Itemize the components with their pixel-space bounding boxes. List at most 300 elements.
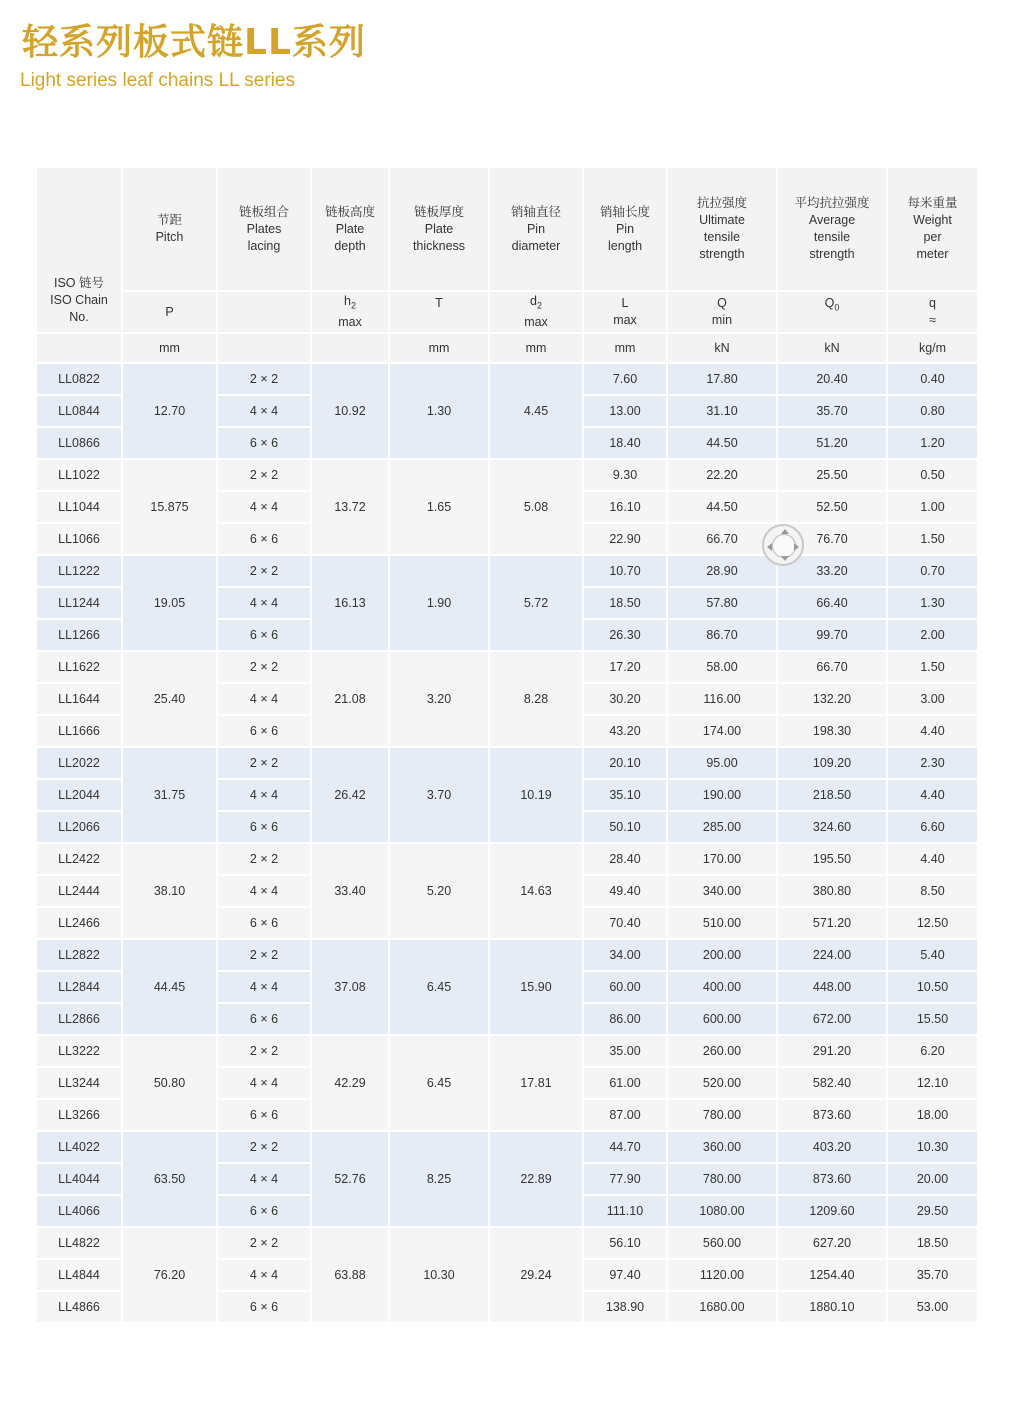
cell-lacing: 4 × 4 — [217, 491, 311, 523]
cell-average-strength: 35.70 — [777, 395, 887, 427]
cell-lacing: 2 × 2 — [217, 939, 311, 971]
cell-lacing: 2 × 2 — [217, 555, 311, 587]
cell-pin-diameter: 14.63 — [489, 843, 583, 939]
chain-group — [36, 1131, 978, 1227]
header-lacing-en: Plates — [246, 221, 282, 236]
cell-chain-no: LL1222 — [36, 555, 122, 587]
cell-ultimate-strength: 1080.00 — [667, 1195, 777, 1227]
cell-pin-diameter: 22.89 — [489, 1131, 583, 1227]
header-weight-cn: 每米重量 — [907, 196, 958, 210]
cell-average-strength: 873.60 — [777, 1163, 887, 1195]
cell-lacing: 4 × 4 — [217, 1163, 311, 1195]
cell-pin-length: 97.40 — [583, 1259, 667, 1291]
cell-weight: 3.00 — [887, 683, 978, 715]
cell-weight: 5.40 — [887, 939, 978, 971]
chain-group — [36, 555, 978, 651]
cell-average-strength: 218.50 — [777, 779, 887, 811]
chain-group — [36, 843, 978, 939]
header-chain-no-cn: ISO 链号 — [53, 276, 104, 290]
cell-plate-depth: 33.40 — [311, 843, 389, 939]
cell-average-strength: 672.00 — [777, 1003, 887, 1035]
table-row — [36, 747, 978, 779]
cell-lacing: 4 × 4 — [217, 875, 311, 907]
cell-weight: 15.50 — [887, 1003, 978, 1035]
cell-average-strength: 448.00 — [777, 971, 887, 1003]
arrow-up-icon — [781, 529, 789, 534]
cell-pin-diameter: 10.19 — [489, 747, 583, 843]
cell-weight: 10.30 — [887, 1131, 978, 1163]
cell-pin-diameter: 29.24 — [489, 1227, 583, 1323]
table-row — [36, 1227, 978, 1259]
symbol-average-letter: Q — [824, 296, 835, 310]
unit-ultimate: kN — [667, 333, 777, 363]
cell-lacing: 6 × 6 — [217, 1195, 311, 1227]
cell-lacing: 4 × 4 — [217, 1259, 311, 1291]
cell-lacing: 4 × 4 — [217, 1067, 311, 1099]
cell-weight: 10.50 — [887, 971, 978, 1003]
symbol-plate-depth — [311, 291, 389, 333]
cell-pitch: 50.80 — [122, 1035, 217, 1131]
cell-ultimate-strength: 95.00 — [667, 747, 777, 779]
cell-pin-length: 43.20 — [583, 715, 667, 747]
cell-average-strength: 582.40 — [777, 1067, 887, 1099]
cell-lacing: 2 × 2 — [217, 459, 311, 491]
cell-chain-no: LL1644 — [36, 683, 122, 715]
chain-spec-table — [35, 166, 979, 1324]
cell-pin-length: 22.90 — [583, 523, 667, 555]
cell-chain-no: LL2844 — [36, 971, 122, 1003]
header-weight-en: Weight — [913, 213, 952, 227]
header-plate-thickness-en2: thickness — [412, 238, 466, 253]
cell-plate-thickness: 6.45 — [389, 939, 489, 1035]
cell-pin-length: 34.00 — [583, 939, 667, 971]
header-weight-en2: per — [923, 230, 942, 244]
cell-weight: 1.20 — [887, 427, 978, 459]
cell-chain-no: LL2444 — [36, 875, 122, 907]
header-pitch — [122, 167, 217, 291]
arrow-left-icon — [767, 543, 772, 551]
cell-chain-no: LL1666 — [36, 715, 122, 747]
cell-chain-no: LL0844 — [36, 395, 122, 427]
cell-pin-length: 61.00 — [583, 1067, 667, 1099]
symbol-pin-diameter-sub: 2 — [536, 300, 542, 311]
unit-pin-diameter: mm — [489, 333, 583, 363]
cell-chain-no: LL2422 — [36, 843, 122, 875]
header-pitch-en: Pitch — [155, 230, 184, 244]
page-subtitle: Light series leaf chains LL series — [20, 70, 295, 91]
header-plate-depth — [311, 167, 389, 291]
cell-lacing: 2 × 2 — [217, 1035, 311, 1067]
cell-pitch: 76.20 — [122, 1227, 217, 1323]
cell-chain-no: LL2044 — [36, 779, 122, 811]
cell-plate-thickness: 6.45 — [389, 1035, 489, 1131]
cell-lacing: 2 × 2 — [217, 1227, 311, 1259]
cell-weight: 1.00 — [887, 491, 978, 523]
cell-weight: 0.70 — [887, 555, 978, 587]
cell-average-strength: 1880.10 — [777, 1291, 887, 1323]
chain-group — [36, 1227, 978, 1323]
header-lacing-cn: 链板组合 — [238, 204, 289, 219]
cell-ultimate-strength: 200.00 — [667, 939, 777, 971]
cell-ultimate-strength: 560.00 — [667, 1227, 777, 1259]
table-row — [36, 459, 978, 491]
cell-ultimate-strength: 340.00 — [667, 875, 777, 907]
table-row — [36, 1035, 978, 1067]
cell-lacing: 2 × 2 — [217, 843, 311, 875]
cell-average-strength: 109.20 — [777, 747, 887, 779]
header-plate-thickness-cn: 链板厚度 — [413, 204, 464, 219]
cell-pin-length: 30.20 — [583, 683, 667, 715]
cell-ultimate-strength: 170.00 — [667, 843, 777, 875]
cell-ultimate-strength: 260.00 — [667, 1035, 777, 1067]
cell-lacing: 2 × 2 — [217, 363, 311, 395]
cell-weight: 1.30 — [887, 587, 978, 619]
unit-weight: kg/m — [887, 333, 978, 363]
header-pin-length-cn: 销轴长度 — [599, 204, 650, 219]
cell-weight: 20.00 — [887, 1163, 978, 1195]
cell-pin-diameter: 5.08 — [489, 459, 583, 555]
cell-ultimate-strength: 44.50 — [667, 427, 777, 459]
pan-control-icon[interactable] — [762, 524, 804, 566]
cell-ultimate-strength: 520.00 — [667, 1067, 777, 1099]
cell-plate-thickness: 1.30 — [389, 363, 489, 459]
cell-pin-diameter: 5.72 — [489, 555, 583, 651]
cell-chain-no: LL0822 — [36, 363, 122, 395]
cell-chain-no: LL4022 — [36, 1131, 122, 1163]
cell-pitch: 63.50 — [122, 1131, 217, 1227]
cell-ultimate-strength: 58.00 — [667, 651, 777, 683]
cell-weight: 0.40 — [887, 363, 978, 395]
cell-lacing: 6 × 6 — [217, 1003, 311, 1035]
cell-average-strength: 25.50 — [777, 459, 887, 491]
symbol-plate-thickness-letter: T — [435, 296, 443, 310]
cell-average-strength: 52.50 — [777, 491, 887, 523]
cell-plate-depth: 37.08 — [311, 939, 389, 1035]
header-ultimate-en2: tensile — [703, 230, 741, 244]
cell-weight: 6.20 — [887, 1035, 978, 1067]
cell-average-strength: 403.20 — [777, 1131, 887, 1163]
cell-weight: 18.50 — [887, 1227, 978, 1259]
cell-ultimate-strength: 44.50 — [667, 491, 777, 523]
cell-average-strength: 224.00 — [777, 939, 887, 971]
cell-plate-thickness: 3.70 — [389, 747, 489, 843]
header-plate-thickness — [389, 167, 489, 291]
symbol-pitch: P — [122, 291, 217, 333]
cell-weight: 18.00 — [887, 1099, 978, 1131]
cell-average-strength: 99.70 — [777, 619, 887, 651]
symbol-lacing — [217, 291, 311, 333]
cell-ultimate-strength: 600.00 — [667, 1003, 777, 1035]
cell-chain-no: LL1266 — [36, 619, 122, 651]
cell-chain-no: LL0866 — [36, 427, 122, 459]
cell-ultimate-strength: 1680.00 — [667, 1291, 777, 1323]
cell-weight: 1.50 — [887, 651, 978, 683]
cell-pin-length: 35.00 — [583, 1035, 667, 1067]
unit-chain-no — [36, 333, 122, 363]
header-ultimate-en: Ultimate — [699, 213, 745, 227]
pan-control-center — [772, 534, 796, 558]
header-average-en3: strength — [809, 247, 855, 261]
header-pin-diameter-en: Pin — [526, 221, 546, 236]
table-row — [36, 1131, 978, 1163]
cell-ultimate-strength: 31.10 — [667, 395, 777, 427]
cell-lacing: 6 × 6 — [217, 1291, 311, 1323]
chain-group — [36, 1035, 978, 1131]
cell-lacing: 4 × 4 — [217, 779, 311, 811]
cell-ultimate-strength: 17.80 — [667, 363, 777, 395]
cell-chain-no: LL1244 — [36, 587, 122, 619]
cell-weight: 35.70 — [887, 1259, 978, 1291]
cell-pitch: 38.10 — [122, 843, 217, 939]
cell-pin-length: 28.40 — [583, 843, 667, 875]
header-pin-length-en: Pin — [615, 221, 635, 236]
cell-ultimate-strength: 190.00 — [667, 779, 777, 811]
chain-group — [36, 747, 978, 843]
cell-pin-length: 26.30 — [583, 619, 667, 651]
arrow-right-icon — [794, 543, 799, 551]
cell-ultimate-strength: 360.00 — [667, 1131, 777, 1163]
cell-weight: 53.00 — [887, 1291, 978, 1323]
cell-weight: 12.50 — [887, 907, 978, 939]
cell-ultimate-strength: 57.80 — [667, 587, 777, 619]
header-pin-diameter — [489, 167, 583, 291]
unit-plate-depth — [311, 333, 389, 363]
header-chain-no — [36, 167, 122, 333]
cell-pin-length: 17.20 — [583, 651, 667, 683]
cell-weight: 8.50 — [887, 875, 978, 907]
cell-plate-thickness: 10.30 — [389, 1227, 489, 1323]
header-ultimate-en3: strength — [699, 247, 745, 261]
cell-chain-no: LL4066 — [36, 1195, 122, 1227]
unit-lacing — [217, 333, 311, 363]
cell-lacing: 4 × 4 — [217, 587, 311, 619]
cell-pin-length: 20.10 — [583, 747, 667, 779]
cell-pin-length: 77.90 — [583, 1163, 667, 1195]
cell-ultimate-strength: 66.70 — [667, 523, 777, 555]
cell-pin-diameter: 15.90 — [489, 939, 583, 1035]
header-plate-depth-en: Plate — [335, 221, 365, 236]
cell-pin-diameter: 17.81 — [489, 1035, 583, 1131]
symbol-pin-length-letter: L — [621, 296, 629, 310]
cell-lacing: 2 × 2 — [217, 747, 311, 779]
header-average-cn: 平均抗拉强度 — [794, 196, 870, 210]
header-plate-depth-en2: depth — [334, 238, 366, 253]
header-pin-diameter-en2: diameter — [511, 238, 561, 253]
cell-chain-no: LL2822 — [36, 939, 122, 971]
cell-chain-no: LL2066 — [36, 811, 122, 843]
cell-plate-depth: 16.13 — [311, 555, 389, 651]
chain-group — [36, 363, 978, 459]
cell-chain-no: LL1066 — [36, 523, 122, 555]
symbol-ultimate-letter: Q — [717, 296, 727, 310]
chain-group — [36, 651, 978, 747]
header-plate-depth-cn: 链板高度 — [324, 204, 375, 219]
header-ultimate-cn: 抗拉强度 — [696, 196, 747, 210]
cell-plate-depth: 10.92 — [311, 363, 389, 459]
cell-chain-no: LL1022 — [36, 459, 122, 491]
cell-weight: 0.50 — [887, 459, 978, 491]
cell-weight: 4.40 — [887, 843, 978, 875]
symbol-pin-length — [583, 291, 667, 333]
cell-weight: 0.80 — [887, 395, 978, 427]
cell-average-strength: 571.20 — [777, 907, 887, 939]
cell-plate-thickness: 1.65 — [389, 459, 489, 555]
cell-pin-length: 35.10 — [583, 779, 667, 811]
cell-average-strength: 20.40 — [777, 363, 887, 395]
cell-lacing: 4 × 4 — [217, 971, 311, 1003]
symbol-pin-diameter-q: max — [524, 315, 548, 330]
symbol-weight-letter: q — [929, 296, 936, 310]
cell-pin-length: 111.10 — [583, 1195, 667, 1227]
unit-plate-thickness: mm — [389, 333, 489, 363]
symbol-average — [777, 291, 887, 333]
page-title: 轻系列板式链LL系列 — [22, 22, 366, 63]
cell-pin-length: 56.10 — [583, 1227, 667, 1259]
cell-lacing: 6 × 6 — [217, 907, 311, 939]
table-row — [36, 363, 978, 395]
header-pin-length-en2: length — [607, 238, 643, 253]
cell-plate-depth: 26.42 — [311, 747, 389, 843]
cell-lacing: 6 × 6 — [217, 427, 311, 459]
symbol-ultimate-q: min — [711, 313, 733, 327]
cell-weight: 4.40 — [887, 779, 978, 811]
cell-plate-thickness: 1.90 — [389, 555, 489, 651]
cell-average-strength: 324.60 — [777, 811, 887, 843]
cell-pitch: 31.75 — [122, 747, 217, 843]
cell-average-strength: 132.20 — [777, 683, 887, 715]
cell-plate-thickness: 3.20 — [389, 651, 489, 747]
cell-lacing: 4 × 4 — [217, 683, 311, 715]
symbol-pin-length-q: max — [613, 313, 637, 327]
header-plate-thickness-en: Plate — [424, 221, 454, 236]
arrow-down-icon — [781, 556, 789, 561]
cell-pin-length: 50.10 — [583, 811, 667, 843]
cell-weight: 6.60 — [887, 811, 978, 843]
table-row — [36, 555, 978, 587]
cell-pin-length: 44.70 — [583, 1131, 667, 1163]
cell-plate-depth: 63.88 — [311, 1227, 389, 1323]
cell-pitch: 44.45 — [122, 939, 217, 1035]
cell-pin-diameter: 4.45 — [489, 363, 583, 459]
cell-chain-no: LL1622 — [36, 651, 122, 683]
cell-lacing: 2 × 2 — [217, 651, 311, 683]
cell-ultimate-strength: 28.90 — [667, 555, 777, 587]
cell-lacing: 6 × 6 — [217, 1099, 311, 1131]
cell-ultimate-strength: 400.00 — [667, 971, 777, 1003]
header-ultimate-strength — [667, 167, 777, 291]
cell-lacing: 6 × 6 — [217, 523, 311, 555]
cell-average-strength: 51.20 — [777, 427, 887, 459]
cell-pitch: 19.05 — [122, 555, 217, 651]
cell-average-strength: 1254.40 — [777, 1259, 887, 1291]
header-chain-no-en: ISO Chain — [50, 293, 108, 307]
cell-ultimate-strength: 22.20 — [667, 459, 777, 491]
table-row — [36, 651, 978, 683]
header-average-en2: tensile — [813, 230, 851, 244]
cell-plate-depth: 21.08 — [311, 651, 389, 747]
cell-pitch: 15.875 — [122, 459, 217, 555]
cell-chain-no: LL3266 — [36, 1099, 122, 1131]
cell-pin-length: 70.40 — [583, 907, 667, 939]
cell-average-strength: 195.50 — [777, 843, 887, 875]
symbol-ultimate — [667, 291, 777, 333]
table-row — [36, 843, 978, 875]
cell-ultimate-strength: 174.00 — [667, 715, 777, 747]
cell-pin-length: 60.00 — [583, 971, 667, 1003]
cell-ultimate-strength: 780.00 — [667, 1099, 777, 1131]
cell-pin-length: 10.70 — [583, 555, 667, 587]
cell-plate-depth: 42.29 — [311, 1035, 389, 1131]
table-row — [36, 939, 978, 971]
cell-weight: 4.40 — [887, 715, 978, 747]
cell-plate-thickness: 8.25 — [389, 1131, 489, 1227]
cell-pin-length: 87.00 — [583, 1099, 667, 1131]
cell-chain-no: LL4866 — [36, 1291, 122, 1323]
cell-plate-depth: 13.72 — [311, 459, 389, 555]
cell-ultimate-strength: 1120.00 — [667, 1259, 777, 1291]
symbol-plate-depth-q: max — [338, 315, 362, 330]
header-weight — [887, 167, 978, 291]
cell-ultimate-strength: 780.00 — [667, 1163, 777, 1195]
cell-pin-length: 18.50 — [583, 587, 667, 619]
cell-chain-no: LL4844 — [36, 1259, 122, 1291]
cell-lacing: 2 × 2 — [217, 1131, 311, 1163]
cell-pitch: 12.70 — [122, 363, 217, 459]
header-average-strength — [777, 167, 887, 291]
cell-chain-no: LL1044 — [36, 491, 122, 523]
header-pin-length — [583, 167, 667, 291]
cell-chain-no: LL2466 — [36, 907, 122, 939]
cell-pin-length: 7.60 — [583, 363, 667, 395]
symbol-plate-depth-sub: 2 — [350, 300, 356, 311]
cell-pitch: 25.40 — [122, 651, 217, 747]
cell-weight: 2.00 — [887, 619, 978, 651]
cell-lacing: 6 × 6 — [217, 715, 311, 747]
cell-pin-length: 86.00 — [583, 1003, 667, 1035]
cell-ultimate-strength: 116.00 — [667, 683, 777, 715]
cell-average-strength: 66.40 — [777, 587, 887, 619]
symbol-pin-diameter — [489, 291, 583, 333]
header-average-en: Average — [808, 213, 856, 227]
cell-lacing: 6 × 6 — [217, 619, 311, 651]
cell-weight: 29.50 — [887, 1195, 978, 1227]
cell-average-strength: 291.20 — [777, 1035, 887, 1067]
cell-pin-length: 13.00 — [583, 395, 667, 427]
header-chain-no-en2: No. — [69, 310, 89, 324]
cell-average-strength: 198.30 — [777, 715, 887, 747]
header-lacing — [217, 167, 311, 291]
cell-chain-no: LL3222 — [36, 1035, 122, 1067]
cell-weight: 1.50 — [887, 523, 978, 555]
cell-chain-no: LL2866 — [36, 1003, 122, 1035]
cell-plate-thickness: 5.20 — [389, 843, 489, 939]
cell-ultimate-strength: 510.00 — [667, 907, 777, 939]
cell-pin-length: 9.30 — [583, 459, 667, 491]
chain-group — [36, 939, 978, 1035]
symbol-pin-diameter-letter: d — [530, 293, 537, 308]
cell-weight: 2.30 — [887, 747, 978, 779]
cell-pin-length: 18.40 — [583, 427, 667, 459]
cell-average-strength: 627.20 — [777, 1227, 887, 1259]
cell-chain-no: LL4822 — [36, 1227, 122, 1259]
unit-pitch: mm — [122, 333, 217, 363]
cell-chain-no: LL2022 — [36, 747, 122, 779]
cell-chain-no: LL4044 — [36, 1163, 122, 1195]
header-lacing-en2: lacing — [247, 238, 281, 253]
cell-average-strength: 380.80 — [777, 875, 887, 907]
cell-pin-length: 16.10 — [583, 491, 667, 523]
cell-average-strength: 76.70 — [777, 523, 887, 555]
